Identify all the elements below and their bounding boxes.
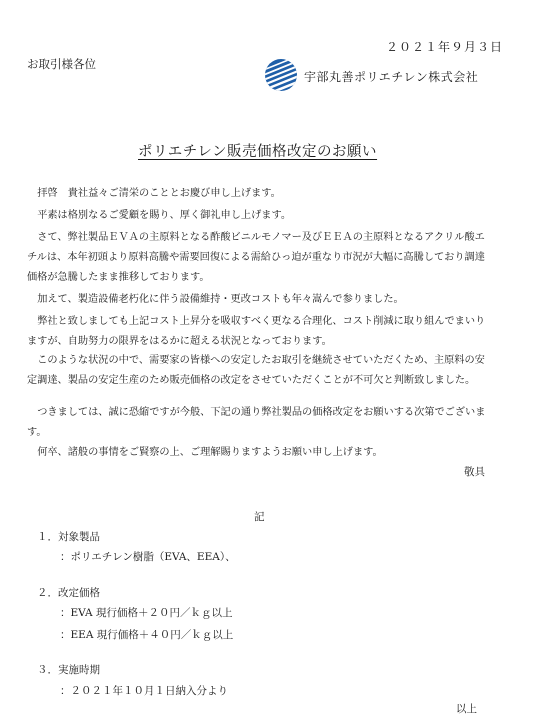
greeting-paragraph: 拝啓 貴社益々ご清栄のこととお慶び申し上げます。 — [37, 188, 281, 199]
document-date: ２０２１年９月３日 — [385, 40, 503, 54]
item-3-heading: ３．実施時期 — [37, 664, 100, 676]
item-2-heading: ２．改定価格 — [37, 587, 100, 599]
end-mark: 以上 — [456, 703, 477, 715]
reason-paragraph: さて、弊社製品ＥＶＡの主原料となる酢酸ビニルモノマー及びＥＥＡの主原料となるアクリル酸エチルは、本年初頭より原料高騰や需要回復による需給ひっ迫が重なり市況が大幅に高騰しており調達価格が急騰したまま推移しております。 — [27, 232, 485, 283]
company-name: 宇部丸善ポリエチレン株式会社 — [304, 70, 479, 84]
item-2-eva-price: ：EVA 現行価格＋２０円／ｋｇ以上 — [60, 607, 233, 619]
ki-heading: 記 — [254, 511, 265, 523]
recipient-line: お取引様各位 — [27, 57, 96, 71]
thanks-paragraph: 平素は格別なるご愛顧を賜り、厚く御礼申し上げます。 — [37, 210, 292, 221]
equipment-paragraph: 加えて、製造設備老朽化に伴う設備維持・更改コストも年々嵩んで参りました。 — [37, 294, 404, 305]
item-1-heading: １．対象製品 — [37, 531, 100, 543]
closing-keigu: 敬具 — [464, 466, 485, 478]
company-logo-icon — [264, 58, 298, 92]
document-title: ポリエチレン販売価格改定のお願い — [138, 144, 378, 160]
closing-request-paragraph: 何卒、諸般の事情をご賢察の上、ご理解賜りますようお願い申し上げます。 — [37, 447, 383, 458]
item-3-detail: ：２０２１年１０月１日納入分より — [60, 685, 228, 697]
item-2-eea-price: ：EEA 現行価格＋４０円／ｋｇ以上 — [60, 629, 234, 641]
effort-paragraph: 弊社と致しましても上記コスト上昇分を吸収すべく更なる合理化、コスト削減に取り組んでまいりますが、自助努力の限界をはるかに超える状況となっております。 — [27, 316, 486, 347]
item-1-detail: ：ポリエチレン樹脂（EVA、EEA）、 — [60, 551, 236, 563]
situation-paragraph: このような状況の中で、需要家の皆様への安定したお取引を継続させていただくため、主原料の安定調達、製品の安定生産のため販売価格の改定をさせていただくことが不可欠と判断致しました。 — [27, 355, 485, 386]
request-paragraph: つきましては、誠に恐縮ですが今般、下記の通り弊社製品の価格改定をお願いする次第でございます。 — [27, 407, 486, 438]
